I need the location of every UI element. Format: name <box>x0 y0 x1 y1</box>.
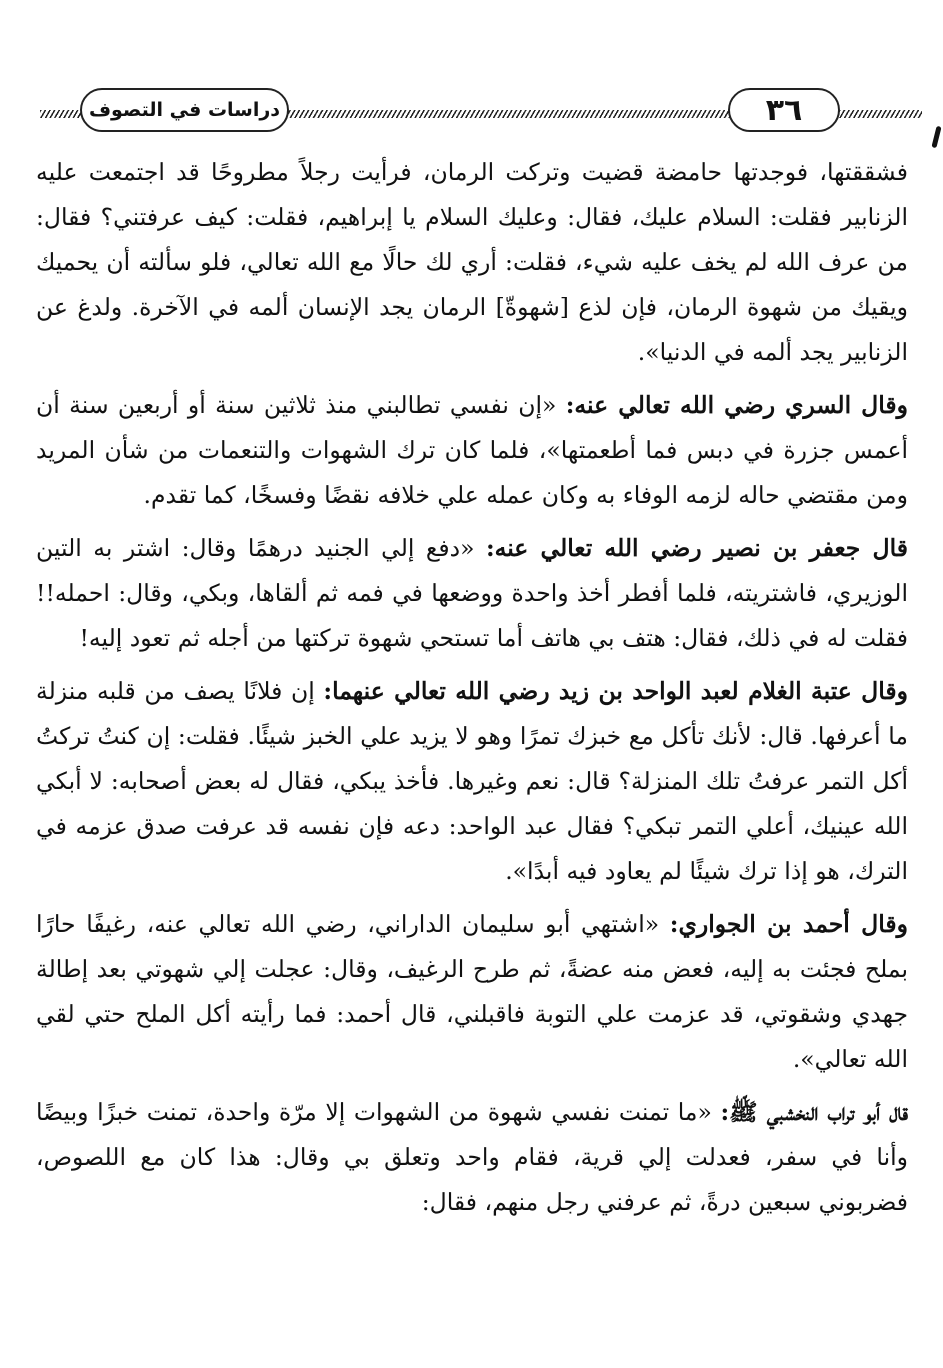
paragraph <box>36 150 908 375</box>
body-text <box>36 150 908 1233</box>
page-edge-mark <box>931 126 941 149</box>
paragraph-lead: وقال عتبة الغلام لعبد الواحد بن زيد رضي الله تعالي عنهما: <box>323 677 908 705</box>
paragraph <box>36 1090 908 1225</box>
paragraph-text: «إن نفسي تطالبني منذ ثلاثين سنة أو أربعين سنة أن أعمس جزرة في دبس فما أطعمتها»، فلما كان ترك الشهوات والتنعمات من شأن المريد ومن مقتضي حاله لزمه الوفاء به وكان عمله علي خلافه نقضًا وفسخًا، كما تقدم. <box>36 391 908 509</box>
paragraph-lead: وقال أحمد بن الجواري: <box>669 910 908 938</box>
paragraph <box>36 383 908 518</box>
paragraph-lead: قال جعفر بن نصير رضي الله تعالي عنه: <box>485 534 908 562</box>
paragraph-lead: وقال السري رضي الله تعالي عنه: <box>565 391 908 419</box>
paragraph <box>36 669 908 894</box>
book-title-label: دراسات في التصوف <box>80 88 289 132</box>
paragraph-text: فشققتها، فوجدتها حامضة قضيت وتركت الرمان، فرأيت رجلاً مطروحًا قد اجتمعت عليه الزنابير فقلت: السلام عليك، فقال: وعليك السلام يا إبراهيم، فقلت: كيف عرفتني؟ فقال: من عرف الله لم يخف عليه شيء، فقلت: أري لك حالًا مع الله تعالي، فلو سألته أن يحميك ويقيك من شهوة الرمان، فإن لذع [شهوةّ] الرمان يجد الإنسان ألمه في الآخرة. ولدغ عن الزنابير يجد ألمه في الدنيا». <box>36 158 908 366</box>
page-number: ٣٦ <box>728 88 840 132</box>
paragraph-text: «اشتهي أبو سليمان الداراني، رضي الله تعالي عنه، رغيفًا حارًا بملح فجئت به إليه، فعض منه عضةً، ثم طرح الرغيف، وقال: عجلت إلي شهوتي بعد إطالة جهدي وشقوتي، قد عزمت علي التوبة فاقبلني، قال أحمد: فما رأيته أكل الملح حتي لقي الله تعالي». <box>36 910 908 1073</box>
paragraph-lead: قال أبو تراب النخشبي ﷺ: <box>720 1098 908 1126</box>
paragraph <box>36 526 908 661</box>
running-header <box>40 84 922 136</box>
paragraph-text: «دفع إلي الجنيد درهمًا وقال: اشتر به التين الوزيري، فاشتريته، فلما أفطر أخذ واحدة ووضعها في فمه ثم ألقاها، وبكي، وقال: احمله!! فقلت له في ذلك، فقال: هتف بي هاتف أما تستحي شهوة تركتها من أجله ثم تعود إليه! <box>36 534 908 652</box>
paragraph-text: إن فلانًا يصف من قلبه منزلة ما أعرفها. قال: لأنك تأكل مع خبزك تمرًا وهو لا يزيد علي الخبز شيئًا. فقلت: إن كنتُ تركتُ أكل التمر عرفتُ تلك المنزلة؟ قال: نعم وغيرها. فأخذ يبكي، فقال له بعض أصحابه: لا أبكي الله عينيك، أعلي التمر تبكي؟ فقال عبد الواحد: دعه فإن نفسه قد عرفت صدق عزمه في الترك، هو إذا ترك شيئًا لم يعاود فيه أبدًا». <box>36 677 908 885</box>
paragraph <box>36 902 908 1082</box>
paragraph-text: «ما تمنت نفسي شهوة من الشهوات إلا مرّة واحدة، تمنت خبزًا وبيضًا وأنا في سفر، فعدلت إلي قرية، فقام واحد وتعلق بي وقال: هذا كان مع اللصوص، فضربوني سبعين درةً، ثم عرفني رجل منهم، فقال: <box>36 1098 908 1216</box>
